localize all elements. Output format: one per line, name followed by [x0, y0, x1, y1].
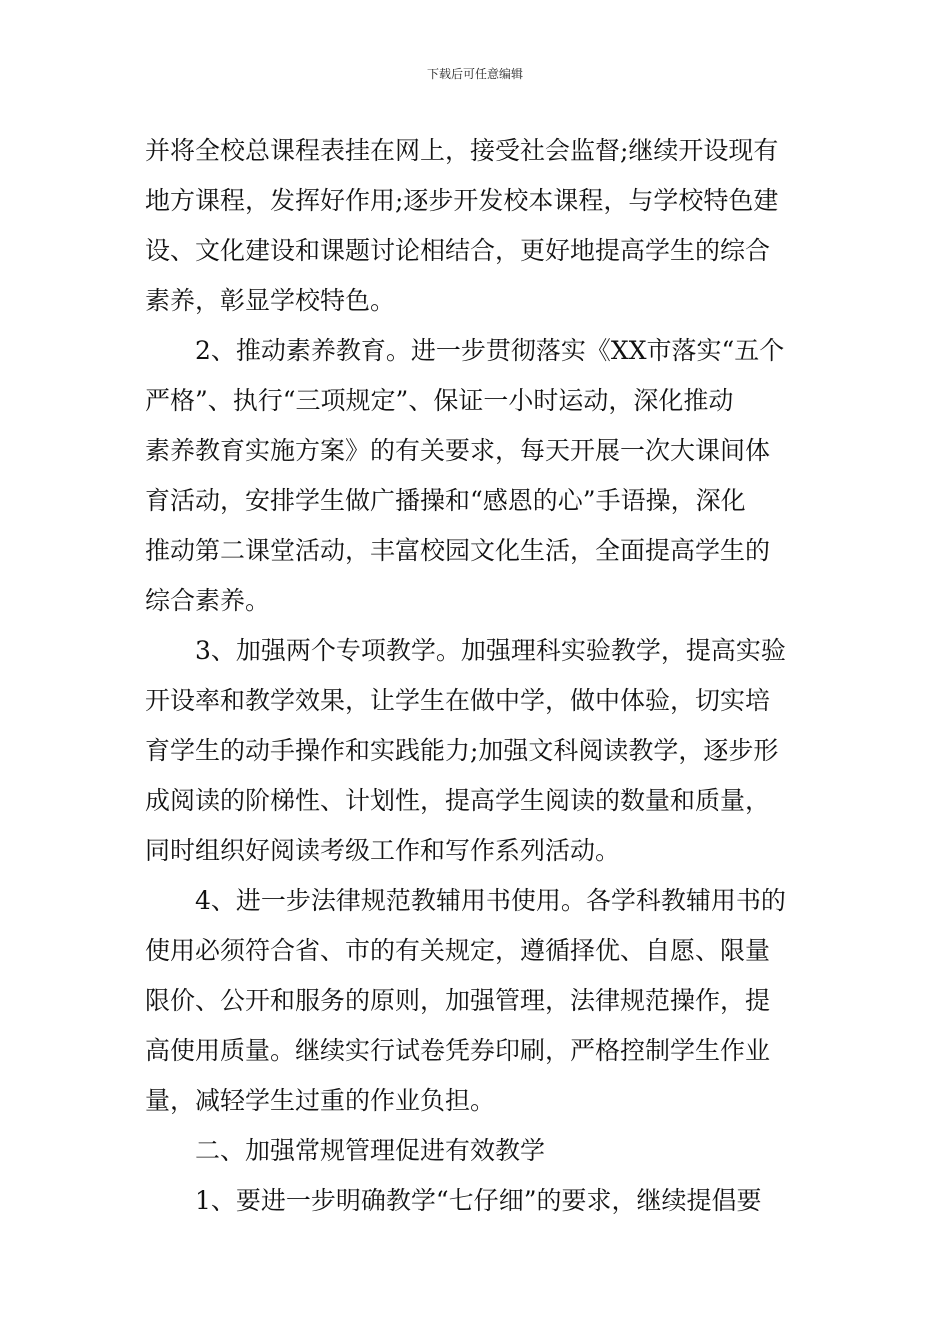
- text-line: 1、要进一步明确教学“七仔细”的要求，继续提倡要: [195, 1186, 762, 1215]
- text-line: 限价、公开和服务的原则，加强管理，法律规范操作，提: [145, 986, 771, 1015]
- text-line: 并将全校总课程表挂在网上，接受社会监督;继续开设现有: [145, 136, 779, 165]
- paragraph: [145, 126, 810, 326]
- text-line: 二、加强常规管理促进有效教学: [195, 1136, 546, 1165]
- text-line: 地方课程，发挥好作用;逐步开发校本课程，与学校特色建: [145, 186, 779, 215]
- text-line: 设、文化建设和课题讨论相结合，更好地提高学生的综合: [145, 236, 771, 265]
- text-line: 使用必须符合省、市的有关规定，遵循择优、自愿、限量: [145, 936, 771, 965]
- text-line: 育活动，安排学生做广播操和“感恩的心”手语操，深化: [145, 486, 746, 515]
- paragraph: [145, 876, 810, 1126]
- text-line: 严格”、执行“三项规定”、保证一小时运动，深化推动: [145, 386, 734, 415]
- text-line: 推动第二课堂活动，丰富校园文化生活，全面提高学生的: [145, 536, 771, 565]
- page-header: 下载后可任意编辑: [426, 67, 523, 81]
- text-line: 育学生的动手操作和实践能力;加强文科阅读教学，逐步形: [145, 736, 779, 765]
- document-body: [145, 126, 810, 1226]
- text-line: 素养，彰显学校特色。: [145, 286, 396, 315]
- text-line: 素养教育实施方案》的有关要求，每天开展一次大课间体: [145, 436, 771, 465]
- text-line: 3、加强两个专项教学。加强理科实验教学，提高实验: [195, 636, 786, 665]
- paragraph: [145, 1176, 810, 1226]
- section-heading: [145, 1126, 810, 1176]
- text-line: 4、进一步法律规范教辅用书使用。各学科教辅用书的: [195, 886, 786, 915]
- text-line: 同时组织好阅读考级工作和写作系列活动。: [145, 836, 621, 865]
- text-line: 量，减轻学生过重的作业负担。: [145, 1086, 496, 1115]
- text-line: 2、推动素养教育。进一步贯彻落实《XX市落实“五个: [195, 336, 785, 365]
- text-line: 开设率和教学效果，让学生在做中学，做中体验，切实培: [145, 686, 771, 715]
- paragraph: [145, 626, 810, 876]
- text-line: 高使用质量。继续实行试卷凭券印刷，严格控制学生作业: [145, 1036, 771, 1065]
- text-line: 成阅读的阶梯性、计划性，提高学生阅读的数量和质量，: [145, 786, 771, 815]
- text-line: 综合素养。: [145, 586, 271, 615]
- paragraph: [145, 326, 810, 626]
